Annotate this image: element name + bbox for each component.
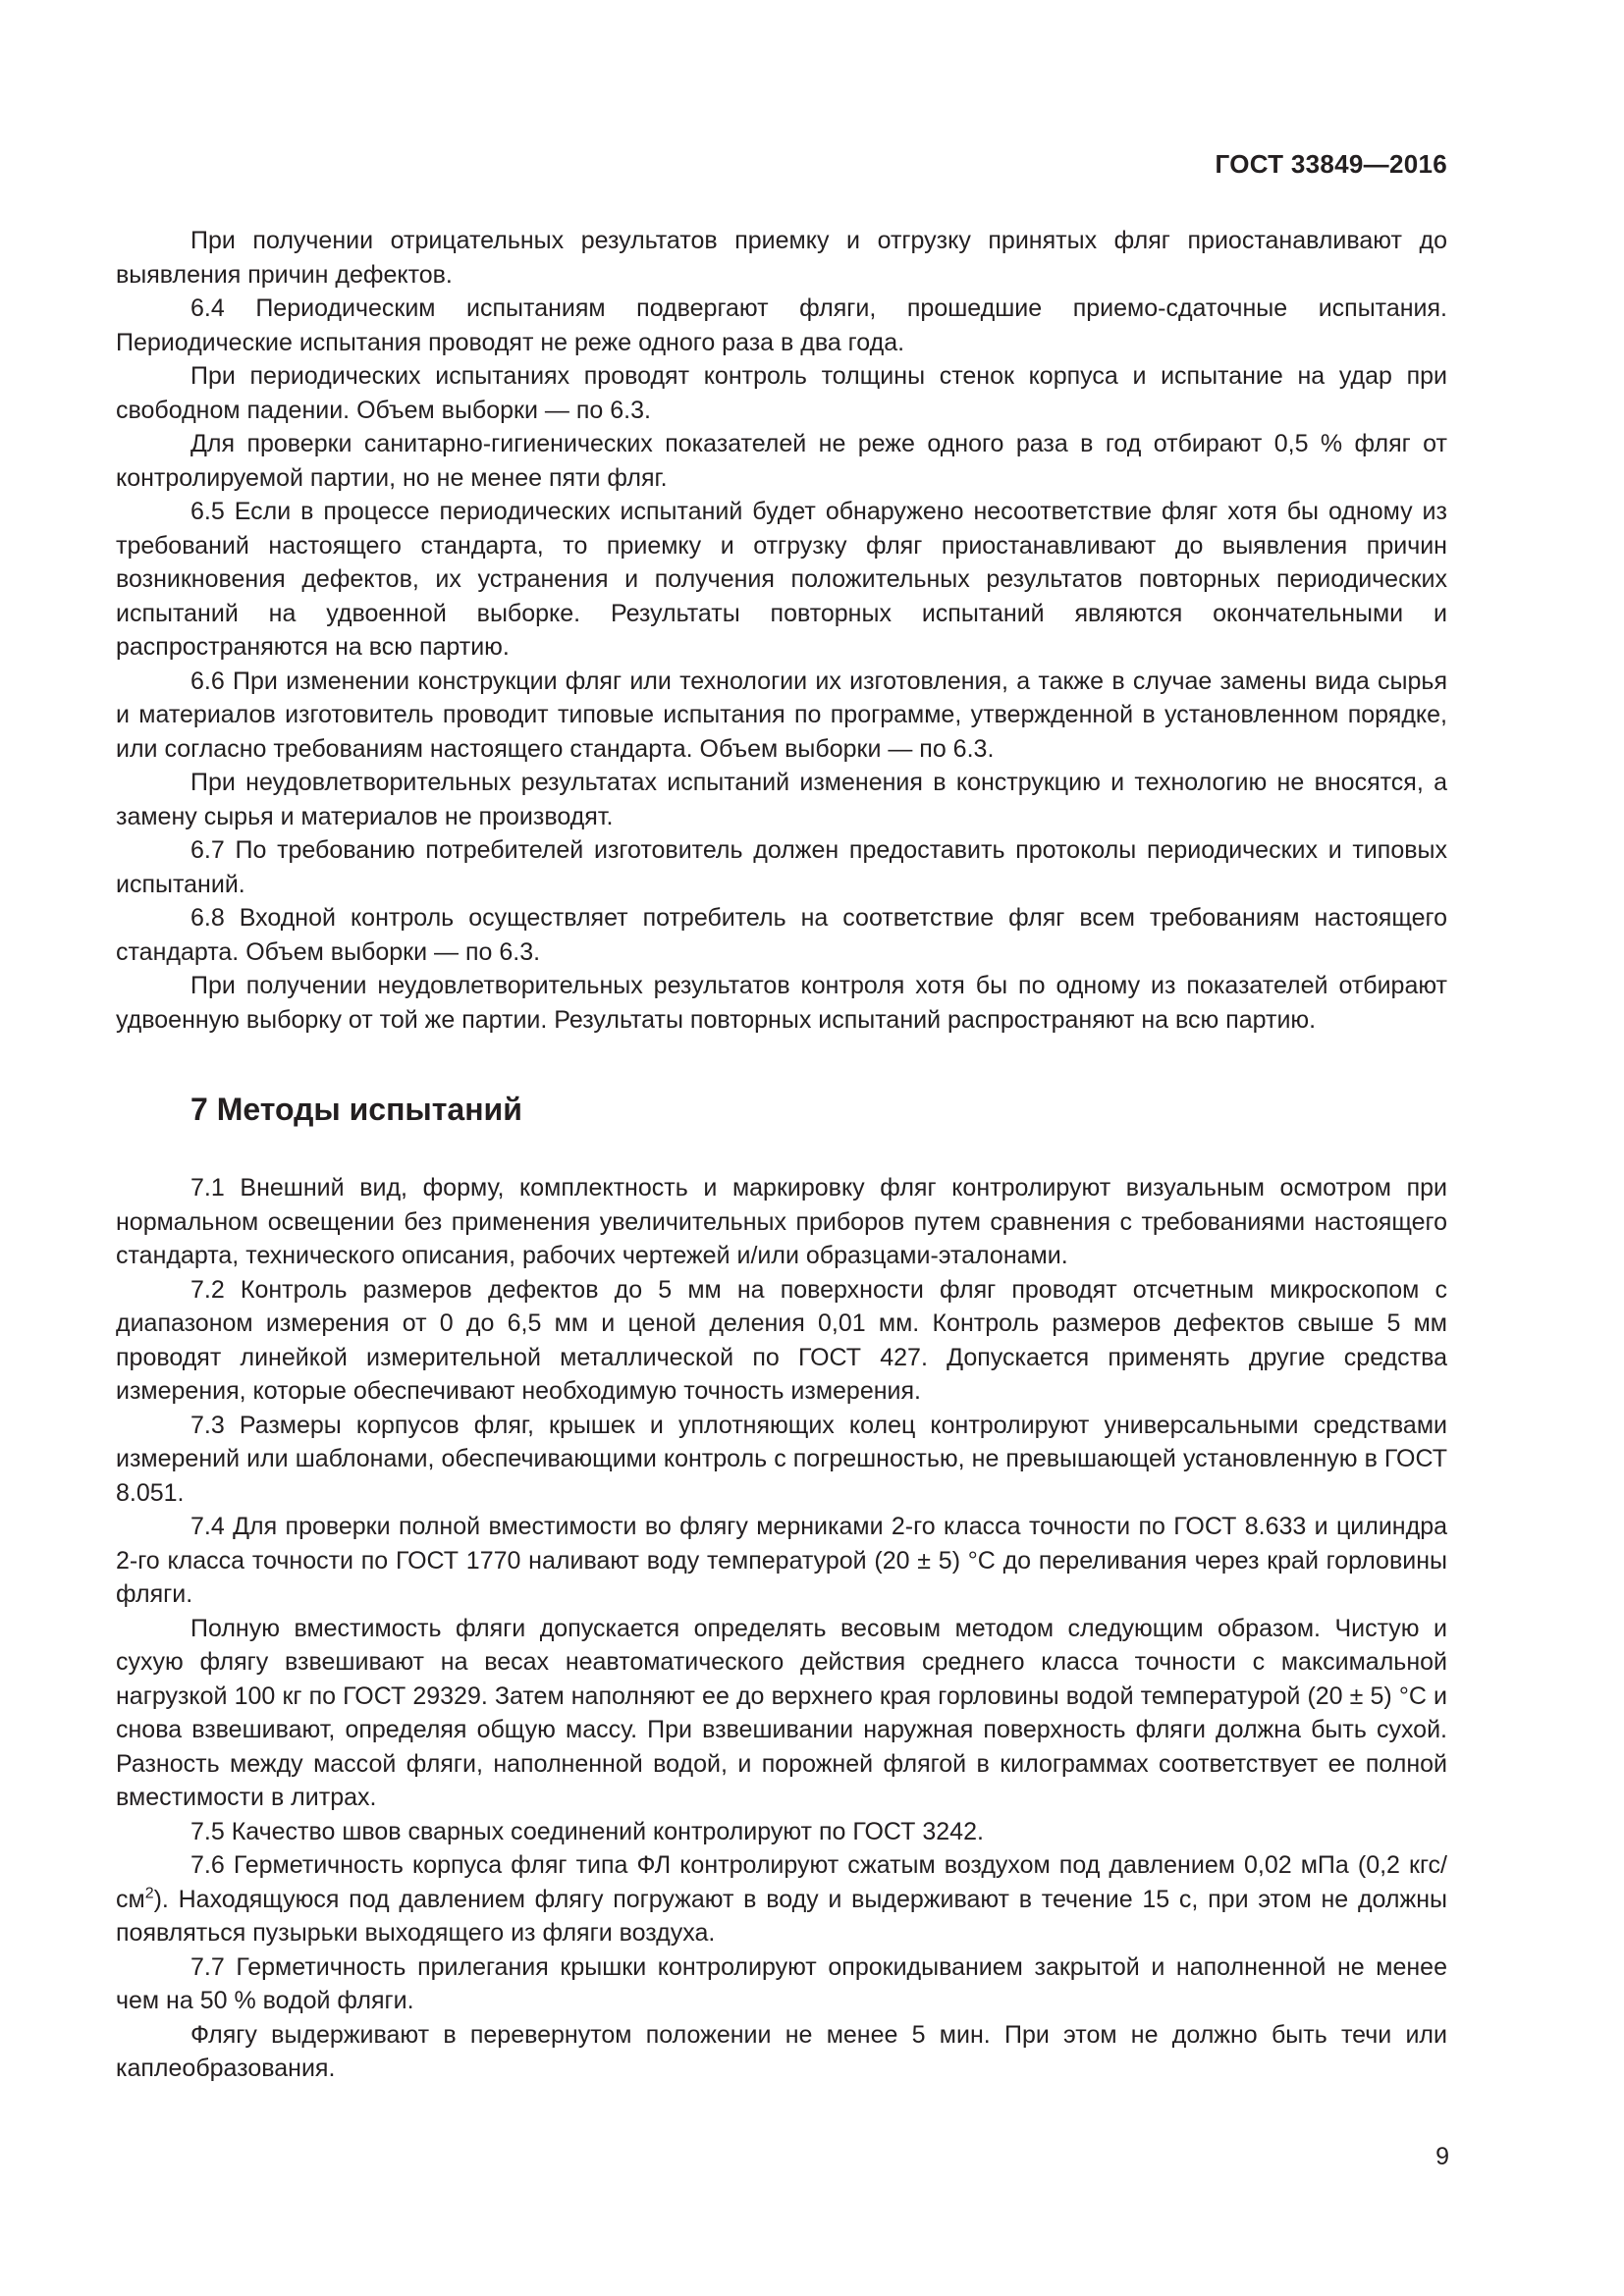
paragraph: 6.6 При изменении конструкции фляг или технологии их изготовления, а также в случае замены вида сырья и материалов изготовитель проводит типовые испытания по программе, утвержденной в установленном порядке, или согласно требованиям настоящего стандарта. Объем выборки — по 6.3. — [116, 667, 1447, 763]
paragraph: При периодических испытаниях проводят контроль толщины стенок корпуса и испытание на удар при свободном падении. Объем выборки — по 6.3. — [116, 362, 1447, 424]
page-number: 9 — [1435, 2143, 1449, 2170]
section-7-body — [116, 1171, 1447, 2086]
paragraph: При получении отрицательных результатов приемку и отгрузку принятых фляг приостанавливают до выявления причин дефектов. — [116, 227, 1447, 289]
paragraph: 7.1 Внешний вид, форму, комплектность и маркировку фляг контролируют визуальным осмотром при нормальном освещении без применения увеличительных приборов путем сравнения с требованиями настоящего стандарта, технического описания, рабочих чертежей и/или образцами-эталонами. — [116, 1174, 1447, 1269]
paragraph-7-6 — [116, 1848, 1447, 1950]
paragraph: 7.2 Контроль размеров дефектов до 5 мм на поверхности фляг проводят отсчетным микроскопом с диапазоном измерения от 0 до 6,5 мм и ценой деления 0,01 мм. Контроль размеров дефектов свыше 5 мм проводят линейкой измерительной металлической по ГОСТ 427. Допускается применять другие средства измерения, которые обеспечивают необходимую точность измерения. — [116, 1275, 1447, 1405]
paragraph: Для проверки санитарно-гигиенических показателей не реже одного раза в год отбирают 0,5 % фляг от контролируемой партии, но не менее пяти фляг. — [116, 430, 1447, 492]
section-6-continuation — [116, 224, 1447, 1037]
paragraph: 7.4 Для проверки полной вместимости во флягу мерниками 2-го класса точности по ГОСТ 8.633 и цилиндра 2-го класса точности по ГОСТ 1770 наливают воду температурой (20 ± 5) °С до переливания через край горловины фляги. — [116, 1513, 1447, 1608]
paragraph: 7.3 Размеры корпусов фляг, крышек и уплотняющих колец контролируют универсальными средствами измерений или шаблонами, обеспечивающими контроль с погрешностью, не превышающей установленную в ГОСТ 8.051. — [116, 1411, 1447, 1507]
paragraph: 7.5 Качество швов сварных соединений контролируют по ГОСТ 3242. — [190, 1817, 984, 1845]
document-code-header: ГОСТ 33849—2016 — [1215, 149, 1447, 179]
superscript: 2 — [144, 1885, 154, 1902]
paragraph: 7.7 Герметичность прилегания крышки контролируют опрокидыванием закрытой и наполненной не менее чем на 50 % водой фляги. — [116, 1952, 1447, 2014]
paragraph: Флягу выдерживают в перевернутом положении не менее 5 мин. При этом не должно быть течи или каплеобразования. — [116, 2020, 1447, 2082]
section-7 — [116, 1090, 1447, 2086]
paragraph: При получении неудовлетворительных результатов контроля хотя бы по одному из показателей отбирают удвоенную выборку от той же партии. Результаты повторных испытаний распространяют на всю партию. — [116, 972, 1447, 1034]
section-heading: 7 Методы испытаний — [190, 1092, 522, 1127]
text-run: ). Находящуюся под давлением флягу погружают в воду и выдерживают в течение 15 с, при этом не должны появляться пузырьки выходящего из фляги воздуха. — [116, 1885, 1447, 1947]
paragraph: 6.7 По требованию потребителей изготовитель должен предоставить протоколы периодических и типовых испытаний. — [116, 836, 1447, 898]
paragraph: При неудовлетворительных результатах испытаний изменения в конструкцию и технологию не вносятся, а замену сырья и материалов не производят. — [116, 769, 1447, 830]
paragraph: 6.8 Входной контроль осуществляет потребитель на соответствие фляг всем требованиям настоящего стандарта. Объем выборки — по 6.3. — [116, 904, 1447, 966]
text-run: 7.6 Герметичность корпуса фляг типа ФЛ контролируют сжатым воздухом под давлением 0,02 мПа (0,2 кгс/см — [116, 1851, 1447, 1913]
paragraph: 6.5 Если в процессе периодических испытаний будет обнаружено несоответствие фляг хотя бы одному из требований настоящего стандарта, то приемку и отгрузку фляг приостанавливают до выявления причин возникновения дефектов, их устранения и получения положительных результатов повторных периодических испытаний на удвоенной выборке. Результаты повторных испытаний являются окончательными и распространяются на всю партию. — [116, 498, 1447, 661]
paragraph: 6.4 Периодическим испытаниям подвергают фляги, прошедшие приемо-сдаточные испытания. Периодические испытания проводят не реже одного раза в два года. — [116, 294, 1447, 356]
paragraph: Полную вместимость фляги допускается определять весовым методом следующим образом. Чистую и сухую флягу взвешивают на весах неавтоматического действия среднего класса точности с максимальной нагрузкой 100 кг по ГОСТ 29329. Затем наполняют ее до верхнего края горловины водой температурой (20 ± 5) °С и снова взвешивают, определяя общую массу. При взвешивании наружная поверхность фляги должна быть сухой. Разность между массой фляги, наполненной водой, и порожней флягой в килограммах соответствует ее полной вместимости в литрах. — [116, 1614, 1447, 1811]
